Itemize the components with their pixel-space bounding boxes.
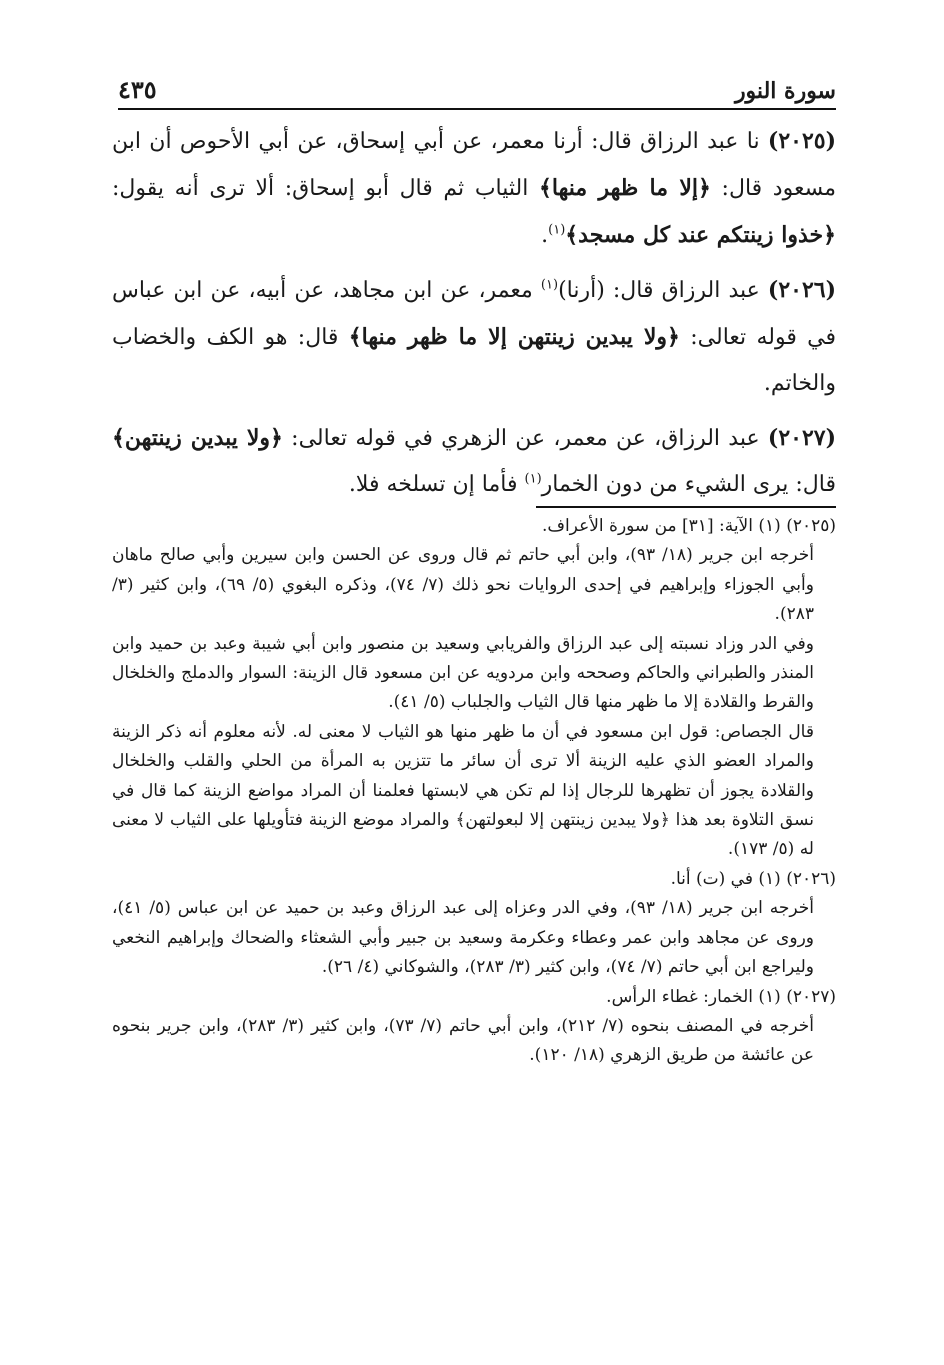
quran-verse: ﴿خذوا زينتكم عند كل مسجد﴾ <box>565 222 836 248</box>
hadith-2027 <box>112 415 836 508</box>
hadith-text: نا عبد الرزاق قال: أرنا معمر، عن أبي إسحاق، عن أبي الأحوص أن ابن مسعود قال: <box>112 129 836 201</box>
page-header <box>118 72 836 110</box>
footnote-body <box>112 894 814 982</box>
footnote-marker: (١) <box>524 471 542 487</box>
hadith-text: . <box>541 223 549 248</box>
hadith-2025 <box>112 118 836 259</box>
surah-title: سورة النور <box>734 78 836 104</box>
hadith-2026 <box>112 267 836 407</box>
hadith-text: قال: يرى الشيء من دون الخمار <box>541 472 836 497</box>
quran-verse: ﴿ولا يبدين زينتهن﴾ <box>112 425 283 451</box>
hadith-text: عبد الرزاق قال: (أرنا) <box>558 278 768 303</box>
footnote-paragraph: أخرجه ابن جرير (١٨/ ٩٣)، وابن أبي حاتم ثم قال وروى عن الحسن وابن سيرين وأبي صالح ماهان وأبي الجوزاء وإبراهيم في إحدى الروايات نحو ذلك (٧/ ٧٤)، وذكره البغوي (٥/ ٦٩)، وابن كثير (٣/ ٢٨٣). <box>112 545 814 625</box>
footnote-paragraph: أخرجه في المصنف بنحوه (٧/ ٢١٢)، وابن أبي حاتم (٧/ ٧٣)، وابن كثير (٣/ ٢٨٣)، وابن جرير بنحوه عن عائشة من طريق الزهري (١٨/ ١٢٠). <box>112 1015 814 1066</box>
footnote-paragraph: أخرجه ابن جرير (١٨/ ٩٣)، وفي الدر وعزاه إلى عبد الرزاق وعبد بن حميد عن ابن عباس (٥/ ٤١)، وروى عن مجاهد وابن عمر وعطاء وعكرمة وسعيد بن جبير وأبي الشعثاء والضحاك وإبراهيم النخعي وليراجع ابن أبي حاتم (٧/ ٧٤)، وابن كثير (٣/ ٢٨٣)، والشوكاني (٤/ ٢٦). <box>112 898 814 978</box>
hadith-number: (٢٠٢٦) <box>767 277 837 303</box>
footnote-head: (٢٠٢٦) (١) في (ت) أنا. <box>670 868 836 889</box>
quran-verse: ﴿إلا ما ظهر منها﴾ <box>538 175 711 201</box>
hadith-number: (٢٠٢٥) <box>767 128 836 154</box>
footnote-head: (٢٠٢٥) (١) الآية: [٣١] من سورة الأعراف. <box>541 516 836 536</box>
hadith-text: فأما إن تسلخه فلا. <box>348 472 525 497</box>
footnote-marker: (١) <box>540 277 559 293</box>
footnote-paragraph: وفي الدر وزاد نسبته إلى عبد الرزاق والفريابي وسعيد بن منصور وابن أبي شيبة وعبد بن حميد وابن المنذر والطبراني والحاكم وصححه وابن مردويه عن ابن مسعود قال الزينة: السوار والدملج والخلخال والقرط والقلادة إلا ما ظهر منها قال الثياب والجلباب (٥/ ٤١). <box>112 633 814 713</box>
hadith-number: (٢٠٢٧) <box>767 425 837 451</box>
footnote-body <box>112 541 814 864</box>
footnote-body <box>112 1012 814 1071</box>
main-text <box>112 118 836 516</box>
footnote-marker: (١) <box>548 222 566 238</box>
hadith-text: عبد الرزاق، عن معمر، عن الزهري في قوله تعالى: <box>282 426 768 451</box>
page-number: ٤٣٥ <box>118 75 157 104</box>
hadith-text: قال: هو الكف والخضاب والخاتم. <box>112 325 836 396</box>
quran-verse: ﴿ولا يبدين زينتهن إلا ما ظهر منها﴾ <box>348 324 680 350</box>
footnote-paragraph: قال الجصاص: قول ابن مسعود في أن ما ظهر منها هو الثياب لا معنى له. لأنه معلوم أنه ذكر الزينة والمراد العضو الذي عليه الزينة ألا ترى أن سائر ما تتزين به المرأة من الحلي والقلب والخلخال والقلادة يجوز أن تظهرها للرجال إذا لم تكن هي لابستها فعلمنا أن المراد مواضع الزينة كما قال في نسق التلاوة بعد هذا ﴿ولا يبدين زينتهن إلا لبعولتهن﴾ والمراد موضع الزينة فتأويلها على الثياب لا معنى له (٥/ ١٧٣). <box>112 721 814 860</box>
footnote-head: (٢٠٢٧) (١) الخمار: غطاء الرأس. <box>606 986 836 1007</box>
hadith-text: معمر، عن ابن مجاهد، عن أبيه، عن ابن عباس في قوله تعالى: <box>112 278 837 350</box>
hadith-text: الثياب ثم قال أبو إسحاق: ألا ترى أنه يقول: <box>112 176 539 201</box>
footnote-divider <box>536 506 836 508</box>
footnotes <box>112 512 836 1071</box>
